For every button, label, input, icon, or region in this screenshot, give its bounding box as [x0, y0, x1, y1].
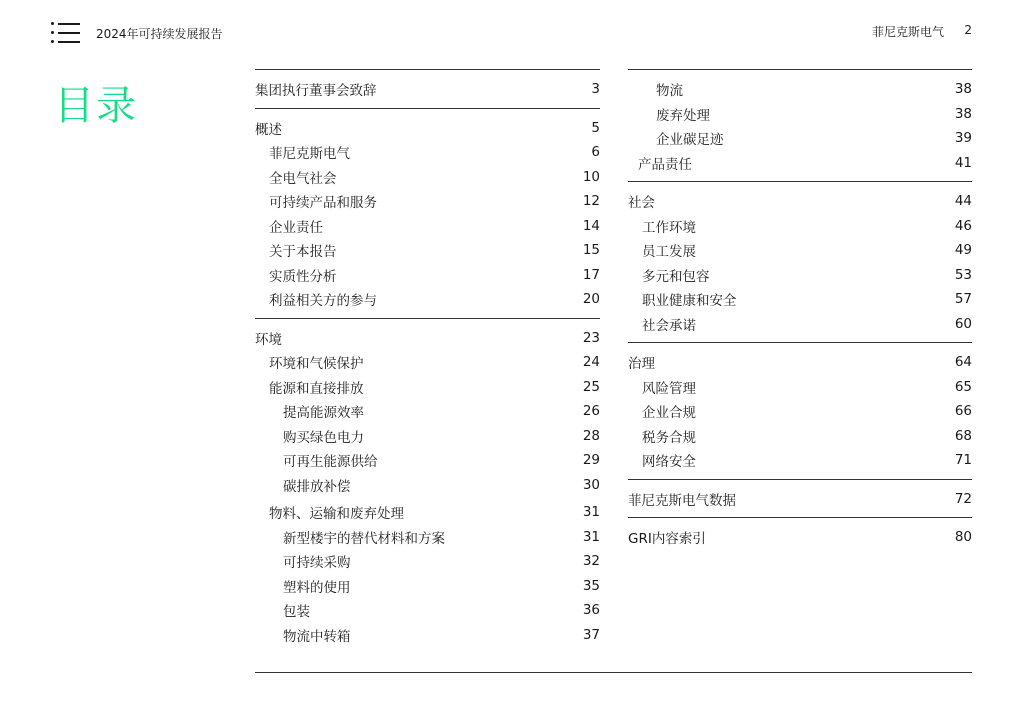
toc-entry-page: 23 — [582, 329, 600, 346]
toc-entry[interactable] — [628, 151, 972, 176]
toc-entry-title: 包装 — [283, 604, 310, 621]
toc-entry-title: 物流中转箱 — [283, 628, 351, 645]
toc-entry-page: 35 — [582, 577, 600, 594]
toc-entry-page: 32 — [582, 553, 600, 570]
toc-entry[interactable] — [255, 214, 600, 239]
toc-entry[interactable] — [255, 623, 600, 648]
toc-entry[interactable] — [628, 287, 972, 312]
toc-entry[interactable] — [255, 448, 600, 473]
toc-entry[interactable] — [255, 326, 600, 351]
toc-entry[interactable] — [255, 238, 600, 263]
toc-entry[interactable] — [255, 287, 600, 312]
toc-entry-page: 53 — [954, 266, 972, 283]
toc-entry[interactable] — [628, 350, 972, 375]
toc-entry-title: 关于本报告 — [269, 244, 337, 261]
toc-entry-page: 66 — [954, 403, 972, 420]
toc-entry[interactable] — [628, 424, 972, 449]
toc-entry-title: 风险管理 — [642, 380, 696, 397]
toc-entry-page: 5 — [591, 119, 600, 136]
toc-entry[interactable] — [628, 214, 972, 239]
toc-entry-title: 社会 — [628, 195, 655, 212]
toc-entry-title: 废弃处理 — [656, 107, 710, 124]
toc-entry[interactable] — [628, 77, 972, 102]
toc-entry-page: 28 — [582, 427, 600, 444]
toc-entry[interactable] — [628, 448, 972, 473]
toc-entry[interactable] — [628, 102, 972, 127]
toc-entry-page: 38 — [954, 105, 972, 122]
toc-entry-title: 治理 — [628, 356, 655, 373]
toc-entry[interactable] — [255, 598, 600, 623]
toc-entry-title: 社会承诺 — [642, 317, 696, 334]
toc-entry-page: 30 — [582, 476, 600, 493]
toc-entry[interactable] — [628, 189, 972, 214]
toc-entry[interactable] — [255, 140, 600, 165]
toc-entry-title: 菲尼克斯电气 — [269, 146, 350, 163]
toc-entry-title: 能源和直接排放 — [269, 380, 364, 397]
toc-entry[interactable] — [255, 525, 600, 550]
page-number: 2 — [964, 23, 972, 37]
menu-list-icon[interactable] — [51, 22, 81, 44]
toc-entry[interactable] — [255, 116, 600, 141]
toc-entry-title: 塑料的使用 — [283, 579, 351, 596]
toc-entry-page: 17 — [582, 266, 600, 283]
toc-entry-page: 14 — [582, 217, 600, 234]
toc-entry-page: 71 — [954, 452, 972, 469]
toc-entry-page: 6 — [591, 144, 600, 161]
toc-entry-title: GRI内容索引 — [628, 531, 706, 548]
toc-entry-title: 物流 — [656, 83, 683, 100]
toc-entry-page: 49 — [954, 242, 972, 259]
toc-entry[interactable] — [628, 312, 972, 337]
toc-entry-title: 全电气社会 — [269, 170, 337, 187]
toc-group-overview — [255, 109, 600, 319]
toc-entry-title: 工作环境 — [642, 219, 696, 236]
toc-entry-title: 利益相关方的参与 — [269, 293, 377, 310]
toc-entry-page: 15 — [582, 242, 600, 259]
toc-entry[interactable] — [628, 375, 972, 400]
toc-entry[interactable] — [255, 574, 600, 599]
company-name: 菲尼克斯电气 — [871, 25, 944, 39]
toc-entry[interactable] — [628, 126, 972, 151]
toc-entry[interactable] — [628, 525, 972, 550]
toc-entry-page: 39 — [954, 130, 972, 147]
toc-entry[interactable] — [255, 189, 600, 214]
toc-entry-title: 多元和包容 — [642, 268, 710, 285]
toc-entry-page: 31 — [582, 528, 600, 545]
toc-entry-title: 集团执行董事会致辞 — [255, 83, 377, 100]
toc-group-environment-cont — [628, 70, 972, 182]
toc-entry-page: 60 — [954, 315, 972, 332]
toc-entry-page: 24 — [582, 354, 600, 371]
toc-entry-title: 员工发展 — [642, 244, 696, 261]
toc-entry-page: 25 — [582, 378, 600, 395]
toc-entry[interactable] — [628, 487, 972, 512]
toc-entry-title: 可再生能源供给 — [283, 454, 378, 471]
toc-entry-title: 可持续采购 — [283, 555, 351, 572]
toc-entry-page: 3 — [591, 81, 600, 98]
toc-entry-title: 职业健康和安全 — [642, 293, 737, 310]
toc-right-column — [628, 69, 972, 556]
toc-entry-title: 税务合规 — [642, 429, 696, 446]
toc-entry-page: 80 — [954, 529, 972, 546]
toc-entry-page: 29 — [582, 452, 600, 469]
toc-entry-page: 65 — [954, 378, 972, 395]
toc-entry[interactable] — [628, 399, 972, 424]
toc-entry-title: 企业责任 — [269, 219, 323, 236]
toc-group-environment — [255, 319, 600, 654]
toc-entry-page: 68 — [954, 427, 972, 444]
toc-entry-title: 企业碳足迹 — [656, 132, 724, 149]
toc-entry-page: 10 — [582, 168, 600, 185]
toc-entry-page: 26 — [582, 403, 600, 420]
toc-group-society — [628, 182, 972, 343]
toc-entry-title: 环境 — [255, 331, 282, 348]
page-title: 目录 — [54, 83, 138, 129]
toc-entry-title: 网络安全 — [642, 454, 696, 471]
toc-entry-title: 概述 — [255, 121, 282, 138]
toc-entry-title: 产品责任 — [638, 156, 692, 173]
toc-group-foreword — [255, 70, 600, 109]
toc-entry-page: 46 — [954, 217, 972, 234]
toc-entry-title: 菲尼克斯电气数据 — [628, 492, 736, 509]
toc-entry[interactable] — [255, 375, 600, 400]
report-title: 2024年可持续发展报告 — [96, 27, 223, 41]
toc-entry-title: 提高能源效率 — [283, 405, 364, 422]
toc-entry[interactable] — [255, 165, 600, 190]
toc-entry[interactable] — [255, 350, 600, 375]
toc-entry-title: 企业合规 — [642, 405, 696, 422]
toc-entry-title: 碳排放补偿 — [283, 478, 351, 495]
toc-entry-page: 37 — [582, 626, 600, 643]
toc-entry-title: 购买绿色电力 — [283, 429, 364, 446]
toc-entry-page: 31 — [582, 504, 600, 521]
toc-entry[interactable] — [255, 399, 600, 424]
toc-entry[interactable] — [255, 500, 600, 525]
toc-group-governance — [628, 343, 972, 480]
toc-entry-page: 12 — [582, 193, 600, 210]
toc-group-data — [628, 480, 972, 519]
toc-entry-title: 实质性分析 — [269, 268, 337, 285]
toc-entry-title: 环境和气候保护 — [269, 356, 364, 373]
toc-entry-page: 41 — [954, 154, 972, 171]
toc-entry[interactable] — [628, 238, 972, 263]
toc-entry-page: 57 — [954, 291, 972, 308]
toc-entry-title: 新型楼宇的替代材料和方案 — [283, 530, 445, 547]
toc-entry[interactable] — [628, 263, 972, 288]
toc-entry-page: 72 — [954, 490, 972, 507]
toc-entry[interactable] — [255, 263, 600, 288]
toc-entry[interactable] — [255, 424, 600, 449]
toc-entry-page: 36 — [582, 602, 600, 619]
toc-entry-page: 64 — [954, 354, 972, 371]
bottom-divider — [255, 672, 972, 673]
toc-entry-page: 20 — [582, 291, 600, 308]
toc-group-gri — [628, 518, 972, 556]
toc-entry-page: 38 — [954, 81, 972, 98]
toc-left-column — [255, 69, 600, 653]
toc-entry-title: 物料、运输和废弃处理 — [269, 506, 404, 523]
toc-entry-page: 44 — [954, 193, 972, 210]
toc-entry[interactable] — [255, 473, 600, 498]
toc-entry[interactable] — [255, 77, 600, 102]
toc-entry-title: 可持续产品和服务 — [269, 195, 377, 212]
toc-entry[interactable] — [255, 549, 600, 574]
